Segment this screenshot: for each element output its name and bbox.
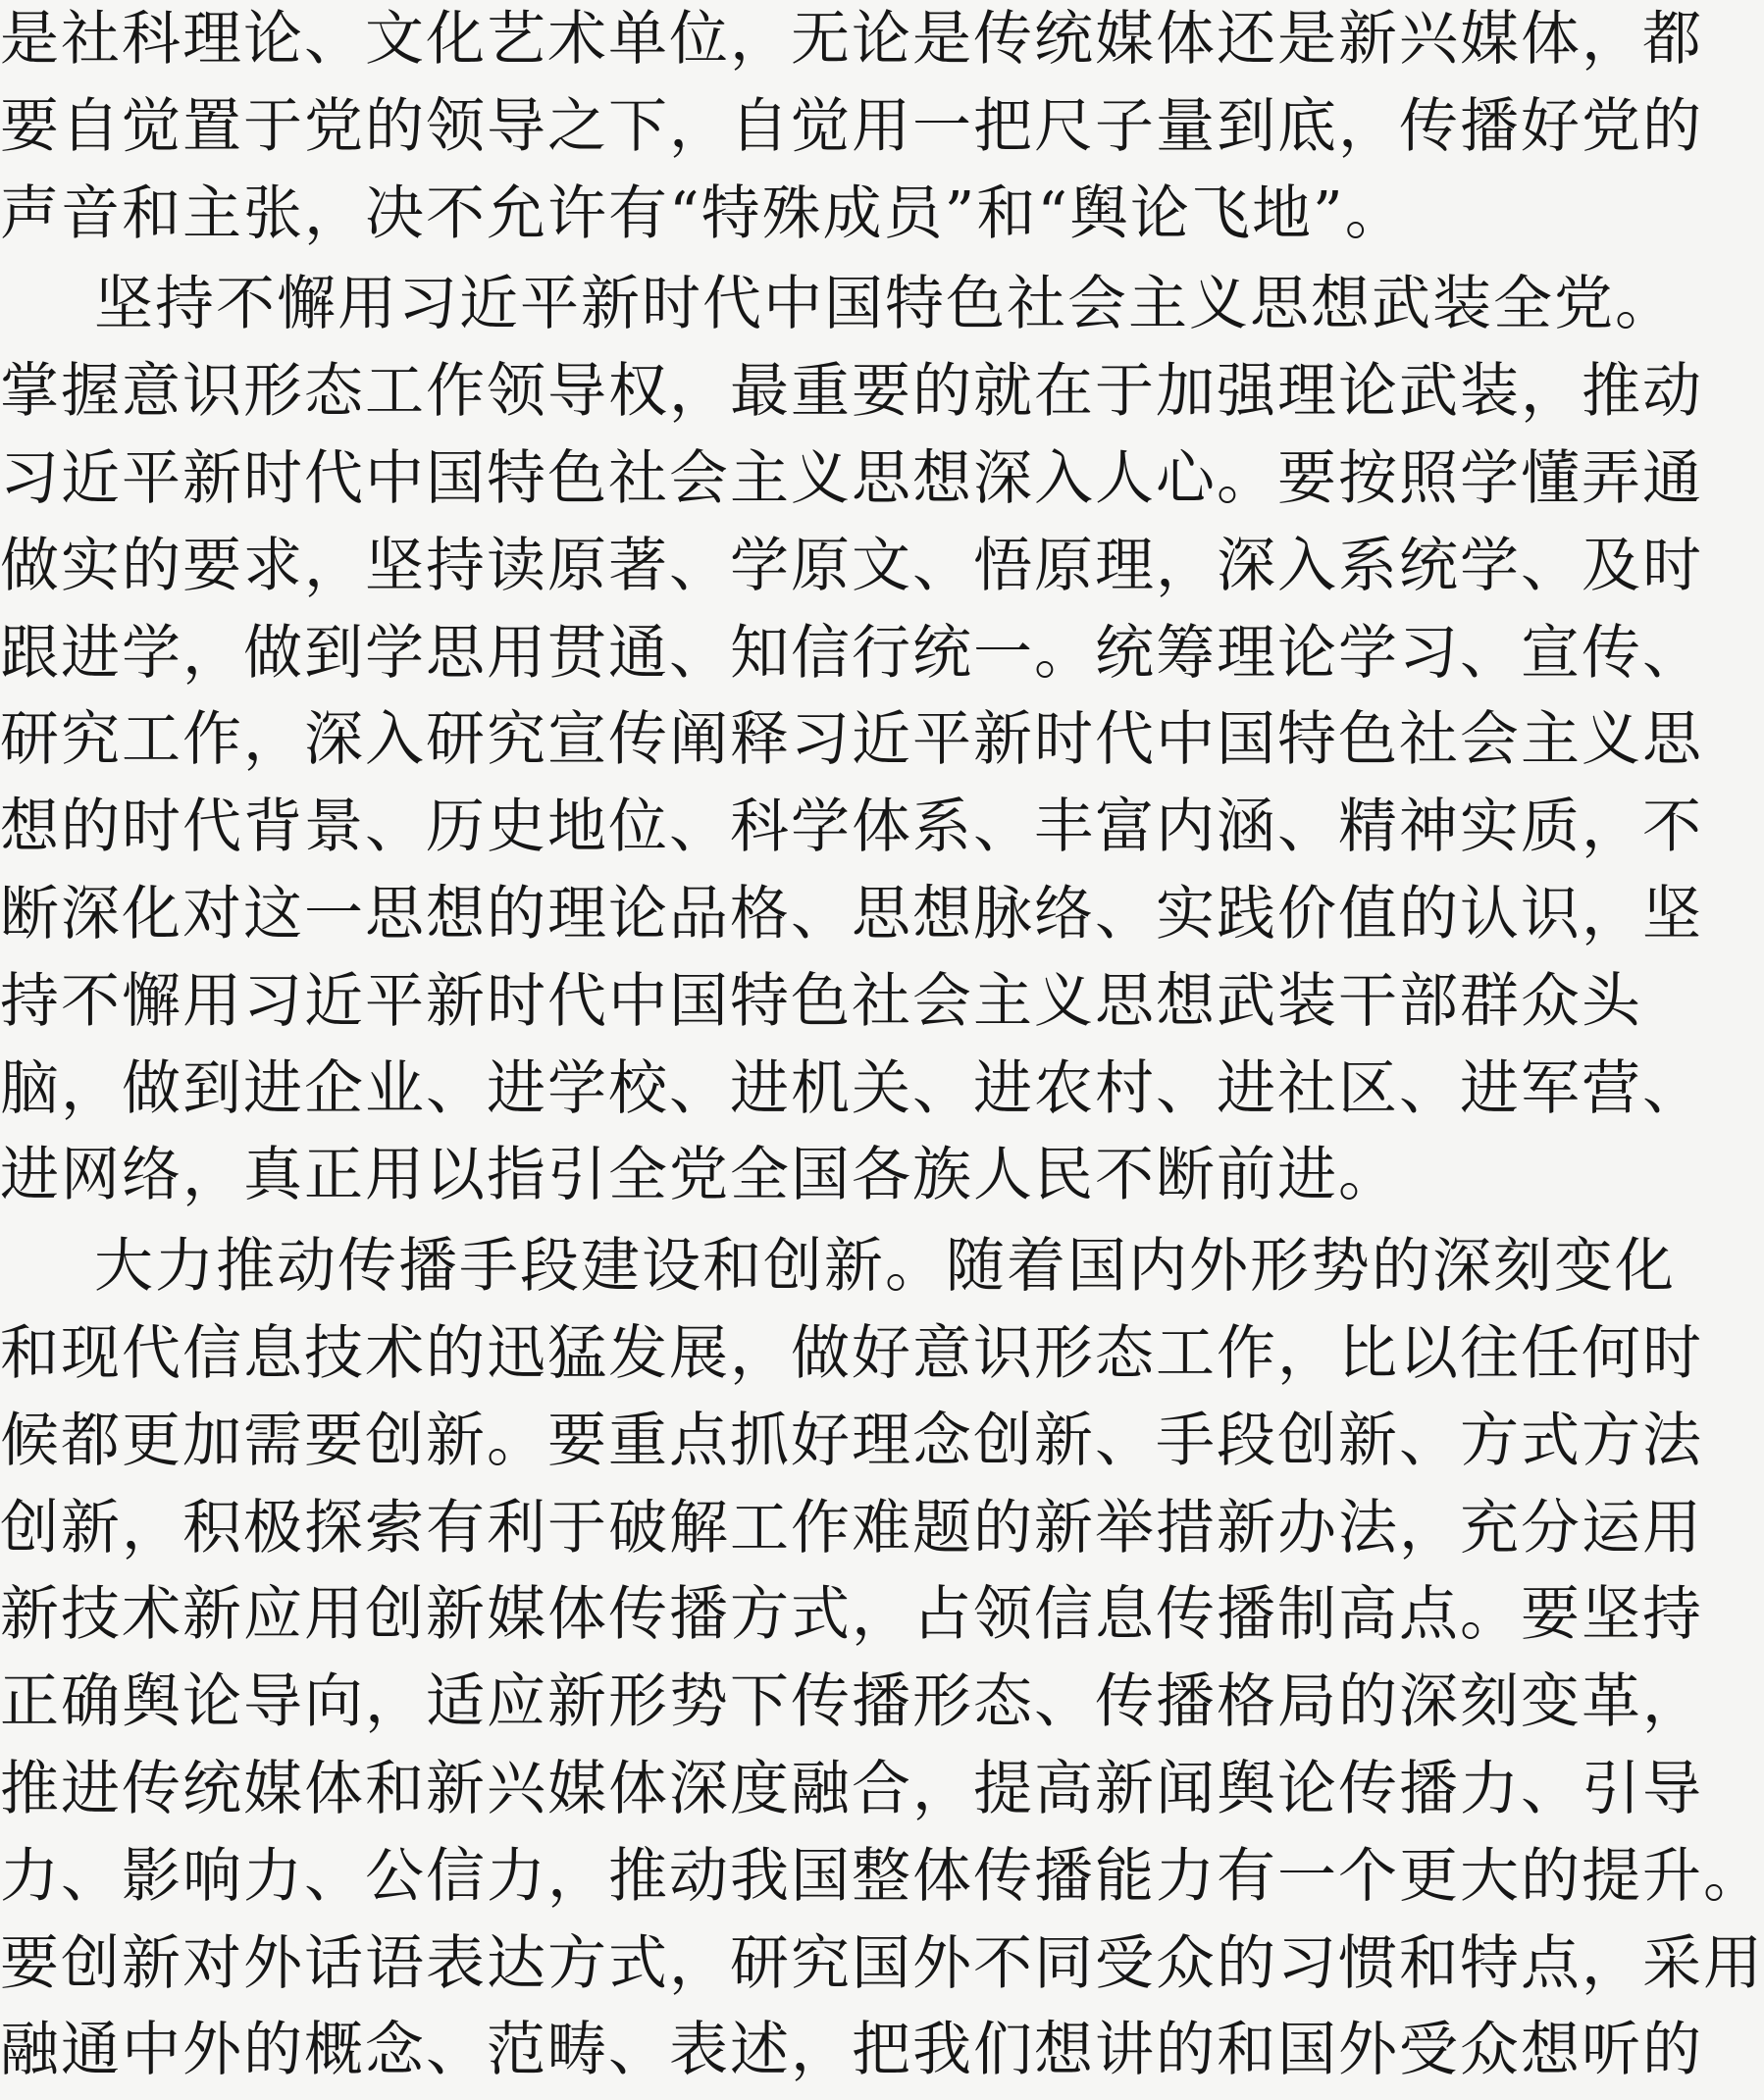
- text-line-9: 研究工作，深入研究宣传阐释习近平新时代中国特色社会主义思: [0, 705, 1703, 774]
- text-line-5: 掌握意识形态工作领导权，最重要的就在于加强理论武装，推动: [0, 357, 1703, 426]
- text-line-11: 断深化对这一思想的理论品格、思想脉络、实践价值的认识，坚: [0, 880, 1703, 948]
- text-line-16: 和现代信息技术的迅猛发展，做好意识形态工作，比以往任何时: [0, 1319, 1703, 1388]
- text-line-3: 声音和主张，决不允许有“特殊成员”和“舆论飞地”。: [0, 179, 1406, 248]
- text-line-21: 推进传统媒体和新兴媒体深度融合，提高新闻舆论传播力、引导: [0, 1755, 1703, 1823]
- text-line-22: 力、影响力、公信力，推动我国整体传播能力有一个更大的提升。: [0, 1842, 1764, 1911]
- text-line-13: 脑，做到进企业、进学校、进机关、进农村、进社区、进军营、: [0, 1054, 1703, 1123]
- text-line-10: 想的时代背景、历史地位、科学体系、丰富内涵、精神实质，不: [0, 793, 1703, 861]
- text-line-12: 持不懈用习近平新时代中国特色社会主义思想武装干部群众头: [0, 967, 1642, 1036]
- text-line-6: 习近平新时代中国特色社会主义思想深入人心。要按照学懂弄通: [0, 444, 1703, 513]
- text-line-17: 候都更加需要创新。要重点抓好理念创新、手段创新、方式方法: [0, 1407, 1703, 1475]
- text-line-1: 是社科理论、文化艺术单位，无论是传统媒体还是新兴媒体，都: [0, 5, 1703, 74]
- text-line-24: 融通中外的概念、范畴、表述，把我们想讲的和国外受众想听的: [0, 2016, 1703, 2084]
- text-line-4: 坚持不懈用习近平新时代中国特色社会主义思想武装全党。: [94, 270, 1676, 338]
- text-line-8: 跟进学，做到学思用贯通、知信行统一。统筹理论学习、宣传、: [0, 619, 1703, 688]
- text-line-19: 新技术新应用创新媒体传播方式，占领信息传播制高点。要坚持: [0, 1580, 1703, 1649]
- text-line-7: 做实的要求，坚持读原著、学原文、悟原理，深入系统学、及时: [0, 532, 1703, 600]
- text-line-14: 进网络，真正用以指引全党全国各族人民不断前进。: [0, 1141, 1399, 1209]
- text-line-20: 正确舆论导向，适应新形势下传播形态、传播格局的深刻变革，: [0, 1667, 1703, 1736]
- text-line-2: 要自觉置于党的领导之下，自觉用一把尺子量到底，传播好党的: [0, 92, 1703, 161]
- text-line-18: 创新，积极探索有利于破解工作难题的新举措新办法，充分运用: [0, 1494, 1703, 1562]
- text-line-15: 大力推动传播手段建设和创新。随着国内外形势的深刻变化: [94, 1232, 1676, 1301]
- text-line-23: 要创新对外话语表达方式，研究国外不同受众的习惯和特点，采用: [0, 1929, 1764, 1998]
